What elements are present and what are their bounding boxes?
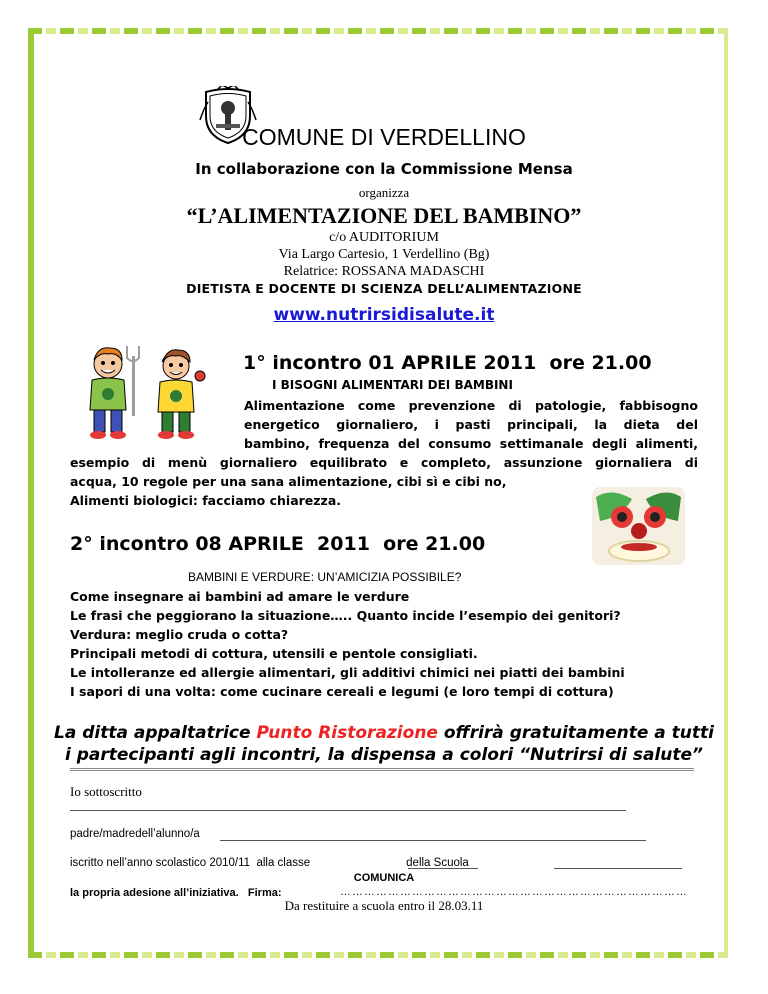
list-item: Verdura: meglio cruda o cotta? [70, 627, 289, 642]
separator [70, 768, 694, 771]
signature-field[interactable]: …………………………………………………………………………… [340, 886, 688, 898]
name-field[interactable] [70, 810, 626, 811]
town-name: COMUNE DI VERDELLINO [242, 124, 526, 150]
return-note: Da restituire a scuola entro il 28.03.11 [284, 898, 484, 913]
signed-label: Io sottoscritto [70, 784, 142, 799]
meeting2-topic-list [70, 587, 710, 701]
meeting1-line: Alimentazione come prevenzione di patologie, fabbisogno [244, 398, 698, 413]
meeting1-line: esempio di menù giornaliero equilibrato e completo, assunzione giornaliera di [70, 455, 698, 470]
company-name: Punto Ristorazione [256, 723, 438, 743]
list-item: Le intolleranze ed allergie alimentari, gli additivi chimici nei piatti dei bambini [70, 665, 625, 680]
adhesion-text: la propria adesione all’iniziativa. [70, 887, 239, 899]
school-label: della Scuola [406, 857, 469, 869]
speaker: Relatrice: ROSSANA MADASCHI [283, 264, 485, 279]
meeting1-line: bambino, frequenza del consumo settimanale degli alimenti, [244, 436, 698, 451]
meeting1-line: acqua, 10 regole per una sana alimentazione, cibi sì e cibi no, [70, 474, 507, 489]
list-item: Principali metodi di cottura, utensili e pentole consigliati. [70, 646, 478, 661]
comunica-label: COMUNICA [353, 872, 415, 884]
offer-text: La ditta appaltatrice [54, 723, 257, 743]
meeting1-heading: 1° incontro 01 APRILE 2011 ore 21.00 [243, 352, 652, 374]
meeting1-topic: I BISOGNI ALIMENTARI DEI BAMBINI [272, 378, 513, 392]
school-field[interactable] [554, 868, 682, 869]
vegetable-face-icon [592, 487, 685, 565]
signature-label: Firma: [247, 887, 282, 899]
offer-line-1 [0, 722, 768, 744]
offer-text: offrirà gratuitamente a tutti [437, 723, 714, 743]
class-field[interactable] [408, 868, 478, 869]
meeting1-line: Alimenti biologici: facciamo chiarezza. [70, 493, 342, 508]
speaker-role: DIETISTA E DOCENTE DI SCIENZA DELL’ALIMENTAZIONE [186, 281, 582, 296]
enrolled-label: iscritto nell’anno scolastico 2010/11 alla classe [70, 857, 311, 869]
collaboration-line: In collaborazione con la Commissione Mensa [195, 160, 573, 178]
meeting1-line: energetico giornaliero, i pasti principali, la dieta del [244, 417, 698, 432]
event-title: “L’ALIMENTAZIONE DEL BAMBINO” [186, 203, 582, 228]
parent-label: padre/madredell’alunno/a [70, 828, 200, 840]
venue: c/o AUDITORIUM [329, 230, 439, 245]
website-link[interactable]: www.nutrirsidisalute.it [273, 305, 495, 325]
meeting2-topic: BAMBINI E VERDURE: UN’AMICIZIA POSSIBILE? [188, 570, 462, 584]
meeting2-heading: 2° incontro 08 APRILE 2011 ore 21.00 [70, 533, 486, 555]
address: Via Largo Cartesio, 1 Verdellino (Bg) [278, 247, 490, 262]
list-item: Le frasi che peggiorano la situazione….. Quanto incide l’esempio dei genitori? [70, 608, 621, 623]
organizes-label: organizza [358, 185, 410, 200]
list-item: I sapori di una volta: come cucinare cereali e legumi (e loro tempi di cottura) [70, 684, 614, 699]
offer-notice [0, 722, 768, 766]
offer-line-2: i partecipanti agli incontri, la dispensa a colori “Nutrirsi di salute” [65, 745, 703, 765]
list-item: Come insegnare ai bambini ad amare le verdure [70, 589, 410, 604]
student-name-field[interactable] [220, 840, 646, 841]
